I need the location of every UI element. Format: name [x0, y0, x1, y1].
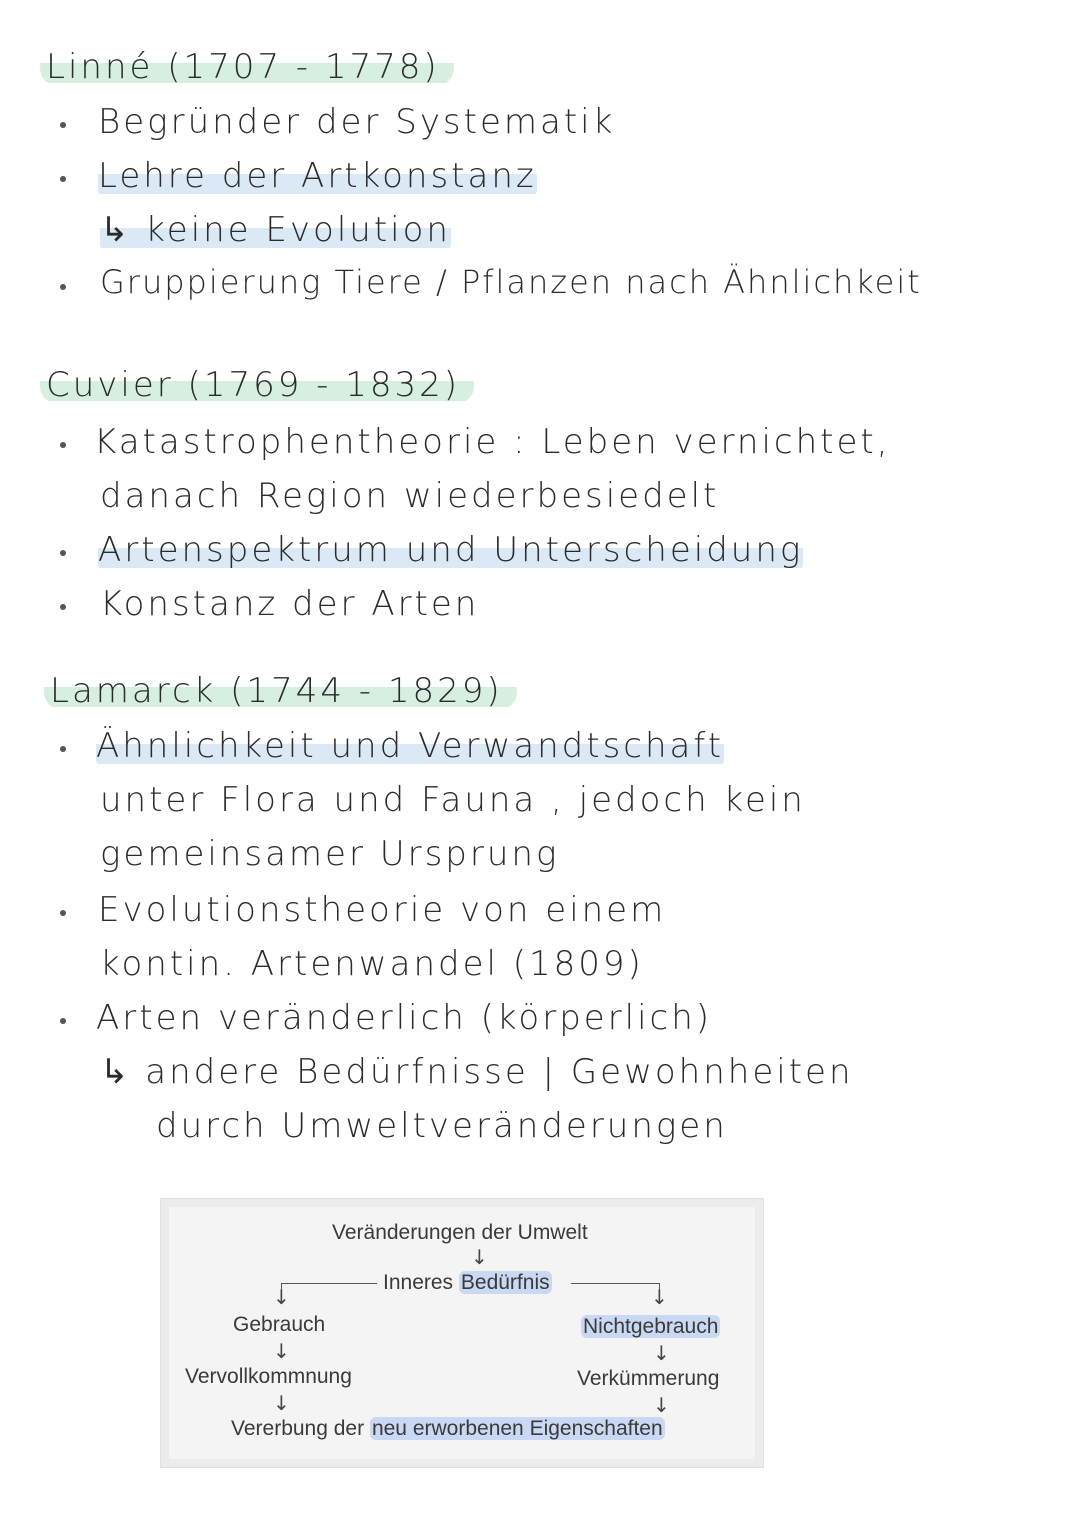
linne-item-3: Gruppierung Tiere / Pflanzen nach Ähnlichkeit — [100, 263, 922, 301]
diagram-left-1: Gebrauch — [233, 1313, 326, 1336]
lamarck-item-1-cont1: unter Flora und Fauna , jedoch kein — [100, 780, 806, 820]
lamarck-diagram — [160, 1198, 764, 1468]
linne-heading: Linné (1707 - 1778) — [40, 48, 454, 86]
diagram-need-highlight: Bedürfnis — [460, 1271, 550, 1294]
linne-item-2-text: Lehre der Artkonstanz — [98, 156, 537, 196]
diagram-bottom — [231, 1417, 665, 1441]
bullet — [60, 550, 66, 556]
linne-item-1: Begründer der Systematik — [98, 102, 616, 142]
cuvier-heading: Cuvier (1769 - 1832) — [40, 366, 474, 404]
lamarck-item-1 — [96, 726, 724, 766]
bullet — [60, 442, 66, 448]
bullet — [60, 284, 66, 290]
lamarck-item-3: Arten veränderlich (körperlich) — [96, 998, 713, 1038]
cuvier-item-2-text: Artenspektrum und Unterscheidung — [98, 530, 804, 570]
lamarck-item-3-sub: ↳ andere Bedürfnisse | Gewohnheiten — [100, 1052, 854, 1092]
arrow-down-icon: ↓ — [653, 1393, 670, 1417]
diagram-right-1 — [581, 1315, 720, 1339]
lamarck-item-2-cont: kontin. Artenwandel (1809) — [100, 944, 644, 984]
cuvier-item-1-cont: danach Region wiederbesiedelt — [100, 476, 720, 516]
arrow-down-icon: ↓ — [471, 1245, 488, 1269]
diagram-right-1-text: Nichtgebrauch — [583, 1315, 719, 1338]
cuvier-item-3: Konstanz der Arten — [100, 584, 480, 624]
branch-line-right — [571, 1283, 659, 1284]
bullet — [60, 176, 66, 182]
arrow-down-icon: ↓ — [273, 1391, 290, 1415]
diagram-top: Veränderungen der Umwelt — [332, 1221, 588, 1244]
bullet — [60, 604, 66, 610]
linne-item-2-sub-text: ↳ keine Evolution — [100, 210, 451, 250]
diagram-right-2: Verkümmerung — [577, 1367, 720, 1390]
bullet — [60, 1018, 66, 1024]
diagram-panel — [169, 1207, 755, 1459]
diagram-need-prefix: Inneres — [383, 1271, 454, 1294]
arrow-down-icon: ↓ — [651, 1285, 668, 1309]
diagram-bottom-prefix: Vererbung der — [231, 1417, 365, 1440]
arrow-down-icon: ↓ — [653, 1341, 670, 1365]
cuvier-item-2 — [98, 530, 803, 570]
arrow-down-icon: ↓ — [273, 1339, 290, 1363]
branch-line-left — [281, 1283, 377, 1284]
linne-item-2 — [98, 156, 537, 196]
diagram-need — [383, 1271, 552, 1295]
lamarck-heading: Lamarck (1744 - 1829) — [44, 672, 517, 710]
diagram-bottom-highlight: neu erworbenen Eigenschaften — [371, 1417, 663, 1440]
bullet — [60, 746, 66, 752]
cuvier-item-1: Katastrophentheorie : Leben vernichtet, — [94, 422, 891, 462]
bullet — [60, 910, 66, 916]
diagram-left-2: Vervollkommnung — [185, 1365, 352, 1388]
linne-item-2-sub — [100, 210, 451, 250]
lamarck-item-2: Evolutionstheorie von einem — [98, 890, 667, 930]
lamarck-item-1-text: Ähnlichkeit und Verwandtschaft — [96, 726, 725, 766]
arrow-down-icon: ↓ — [273, 1285, 290, 1309]
bullet — [60, 122, 66, 128]
lamarck-item-3-sub-cont: durch Umweltveränderungen — [156, 1106, 728, 1146]
lamarck-item-1-cont2: gemeinsamer Ursprung — [100, 834, 560, 874]
